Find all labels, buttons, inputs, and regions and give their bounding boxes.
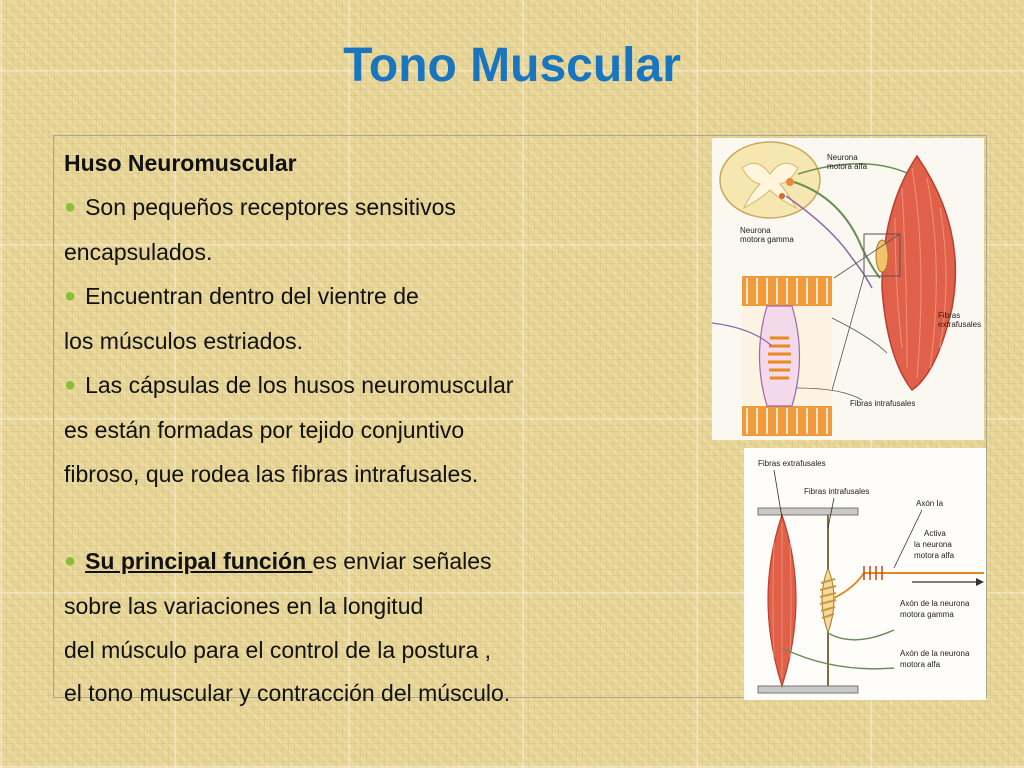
label-intrafusal: Fibras intrafusales xyxy=(850,399,916,408)
bullet-icon: ● xyxy=(64,284,77,307)
bullet-continuation: encapsulados. xyxy=(64,239,213,265)
label-gamma-neuron-2: motora gamma xyxy=(740,235,794,244)
blank-line xyxy=(64,496,704,540)
emphasis-text: Su principal función xyxy=(85,547,313,574)
label-activa: Activa xyxy=(924,529,946,538)
bullet-text: Son pequeños receptores sensitivos xyxy=(85,193,456,220)
label-gamma-axon-2: motora gamma xyxy=(900,610,954,619)
label-activa-3: motora alfa xyxy=(914,551,955,560)
bullet-item-3 xyxy=(64,364,704,410)
label-alpha-neuron-2: motora alfa xyxy=(827,162,868,171)
label-axon-ia: Axón Ia xyxy=(916,499,944,508)
bullet-item-4 xyxy=(64,540,704,586)
schematic-illustration xyxy=(744,448,986,700)
label-alpha-neuron: Neurona xyxy=(827,153,858,162)
spindle-schematic-figure xyxy=(744,448,986,700)
bullet-continuation: los músculos estriados. xyxy=(64,328,304,354)
label-alfa-axon-2: motora alfa xyxy=(900,660,941,669)
bullet-continuation: fibroso, que rodea las fibras intrafusales. xyxy=(64,460,479,487)
bullet-continuation: sobre las variaciones en la longitud xyxy=(64,593,424,619)
label-intrafusal: Fibras intrafusales xyxy=(804,487,870,496)
label-extrafusal: Fibras xyxy=(938,311,961,320)
muscle-spindle-anatomy-figure xyxy=(712,138,984,440)
body-text xyxy=(64,142,704,716)
anatomy-illustration xyxy=(712,138,984,440)
bullet-text: Encuentran dentro del vientre de xyxy=(85,282,419,309)
slide-title: Tono Muscular xyxy=(343,39,681,92)
bullet-item-2 xyxy=(64,275,704,321)
bullet-icon: ● xyxy=(64,195,77,218)
bullet-item-1 xyxy=(64,186,704,232)
label-gamma-neuron: Neurona xyxy=(740,226,771,235)
label-extrafusal-2: extrafusales xyxy=(938,320,982,329)
bullet-icon: ● xyxy=(64,549,77,572)
bullet-continuation: es están formadas por tejido conjuntivo xyxy=(64,417,465,443)
label-extrafusal: Fibras extrafusales xyxy=(758,459,826,468)
bullet-text: es enviar señales xyxy=(312,547,492,574)
bullet-icon: ● xyxy=(64,373,77,396)
label-gamma-axon: Axón de la neurona xyxy=(900,599,970,608)
bullet-continuation: el tono muscular y contracción del músculo. xyxy=(64,680,511,706)
bullet-text: Las cápsulas de los husos neuromuscular xyxy=(85,371,514,398)
section-heading: Huso Neuromuscular xyxy=(64,150,297,176)
label-activa-2: la neurona xyxy=(914,540,952,549)
label-alfa-axon: Axón de la neurona xyxy=(900,649,970,658)
bullet-continuation: del músculo para el control de la postura , xyxy=(64,636,492,663)
